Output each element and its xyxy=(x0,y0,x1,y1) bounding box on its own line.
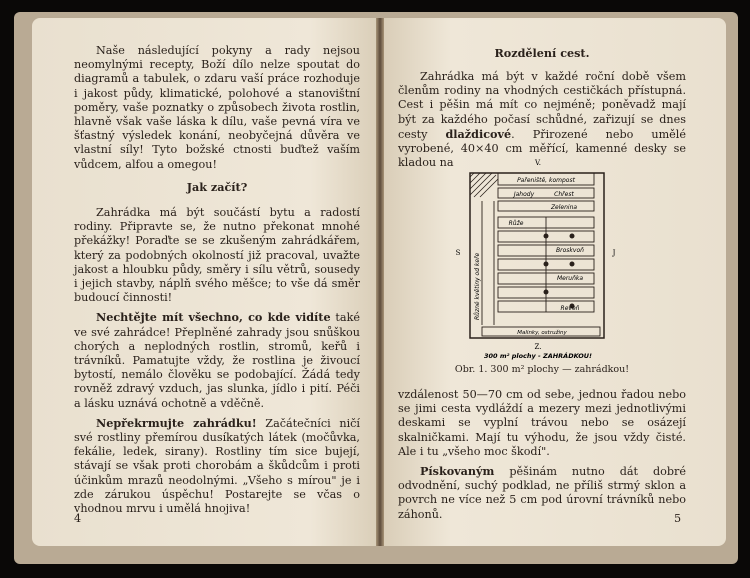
paragraph-text: Začátečníci ničí své rostliny přemírou dusíkatých látek (močůvka, fekálie, ledek, sirany). Rostliny tím sice bujejí, stávají se však proti chorobám a škůdcům i proti účinkům mrazů neodolnými. „Všeho s mírou" je i zde zárukou úspěchu! Postarejte se včas o vhodnou mrvu i umělá hnojiva! xyxy=(74,416,360,516)
garden-plan-diagram xyxy=(452,155,622,360)
diagram-label: Pařeniště, kompost xyxy=(517,177,575,184)
diagram-label: Jahody xyxy=(513,191,535,198)
diagram-label: Meruňka xyxy=(556,275,584,282)
paragraph-distance: vzdálenost 50—70 cm od sebe, jednou řadou nebo se jimi cesta vydláždí a mezery mezi jednotlivými deskami se vyplní trávou nebo se osázejí skalničkami. Mají tu výhodu, že jsou vždy čisté. Ale i tu „všeho moc škodí". xyxy=(398,388,686,458)
compass-west: S xyxy=(455,249,461,257)
paragraph-text: Zahrádka má být v každé roční době všem členům rodiny na vhodných cestičkách přístupná. Cest i pěšin má mít co nejméně; poněvadž mají být za každého počasí schůdné, zařizují se dnes cesty xyxy=(398,70,686,141)
paragraph-text: také ve své zahrádce! Přeplněné zahrady jsou snůškou chorých a neplodných rostlin, stromů, keřů i trávníků. Pamatujte vždy, že rostlina je živoucí bytostí, nemálo člověku se podobající. Žádá tedy rovněž zdravý vzduch, jas slunka, jídlo i pití. Péči a lásku uznává ochotně a vděčně. xyxy=(74,311,360,410)
right-heading: Rozdělení cest. xyxy=(494,46,590,60)
bold-phrase: Pískovaným xyxy=(420,464,495,479)
paragraph-text: . Přirozené nebo umělé vyrobené, 40×40 cm měřící, kamenné desky se kladou na xyxy=(398,127,687,170)
left-body xyxy=(74,206,360,516)
left-heading: Jak začít? xyxy=(186,180,248,194)
diagram-label: Reveň xyxy=(560,305,580,312)
compass-east: J xyxy=(612,249,616,257)
page-number-left: 4 xyxy=(74,512,82,525)
right-body xyxy=(398,388,686,522)
book-gutter xyxy=(376,18,384,546)
bold-phrase: dlaždicové xyxy=(445,126,512,141)
intro-paragraph: Naše následující pokyny a rady nejsou neomylnými recepty, Boží dílo nelze spoutat do diagramů a tabulek, o zdaru vaší práce rozhoduje i jakost půdy, klimatické, polohové a stanovištní poměry, vaše poznatky o způsobech života rostlin, hlavně však vaše láska k dílu, vaše pevná víra ve šťastný výsledek konání, neobyčejná důvěra ve vlastní síly! Tyto božské ctnosti buďtež vaším vůdcem, alfou a omegou! xyxy=(74,44,360,171)
bold-phrase: Nechtějte mít všechno, co kde vidíte xyxy=(96,310,331,325)
diagram-label: Chřest xyxy=(554,191,574,198)
diagram-label: Malinky, ostružiny xyxy=(517,330,567,336)
compass-south: Z. xyxy=(534,343,542,351)
diagram-side-label: Různé květiny od keře xyxy=(474,252,481,320)
diagram-label: Růže xyxy=(508,220,524,227)
bold-phrase: Nepřekrmujte zahrádku! xyxy=(96,415,257,430)
diagram-label: Broskvoň xyxy=(556,247,584,254)
paragraph-sand-paths xyxy=(398,464,686,522)
paragraph-overfeed xyxy=(74,416,360,516)
compass-north: V. xyxy=(534,159,542,167)
paragraph-text: pěšinám nutno dát dobré odvodnění, suchý podklad, ne příliš strmý sklon a povrch ne více než 5 cm pod úrovní trávníků nebo záhonů. xyxy=(398,465,686,521)
figure-caption: Obr. 1. 300 m² plochy — zahrádkou! xyxy=(454,364,630,375)
diagram-label: Zelenina xyxy=(550,204,578,211)
paragraph-too-much xyxy=(74,310,360,410)
page-number-right: 5 xyxy=(674,512,682,525)
diagram-area-note: 300 m² plochy - ZAHRÁDKOU! xyxy=(483,352,593,360)
left-intro xyxy=(74,44,360,172)
paragraph-start: Zahrádka má být součástí bytu a radostí rodiny. Připravte se, že nutno překonat mnohé překážky! Poraďte se se zkušeným zahrádkářem, který za podobných okolností již pracoval, uvažte jakost a hloubku půdy, směry i sílu větrů, sousedy i jejich stavby, náplň svého měšce; to vše dá směr budoucí činnosti! xyxy=(74,206,360,305)
